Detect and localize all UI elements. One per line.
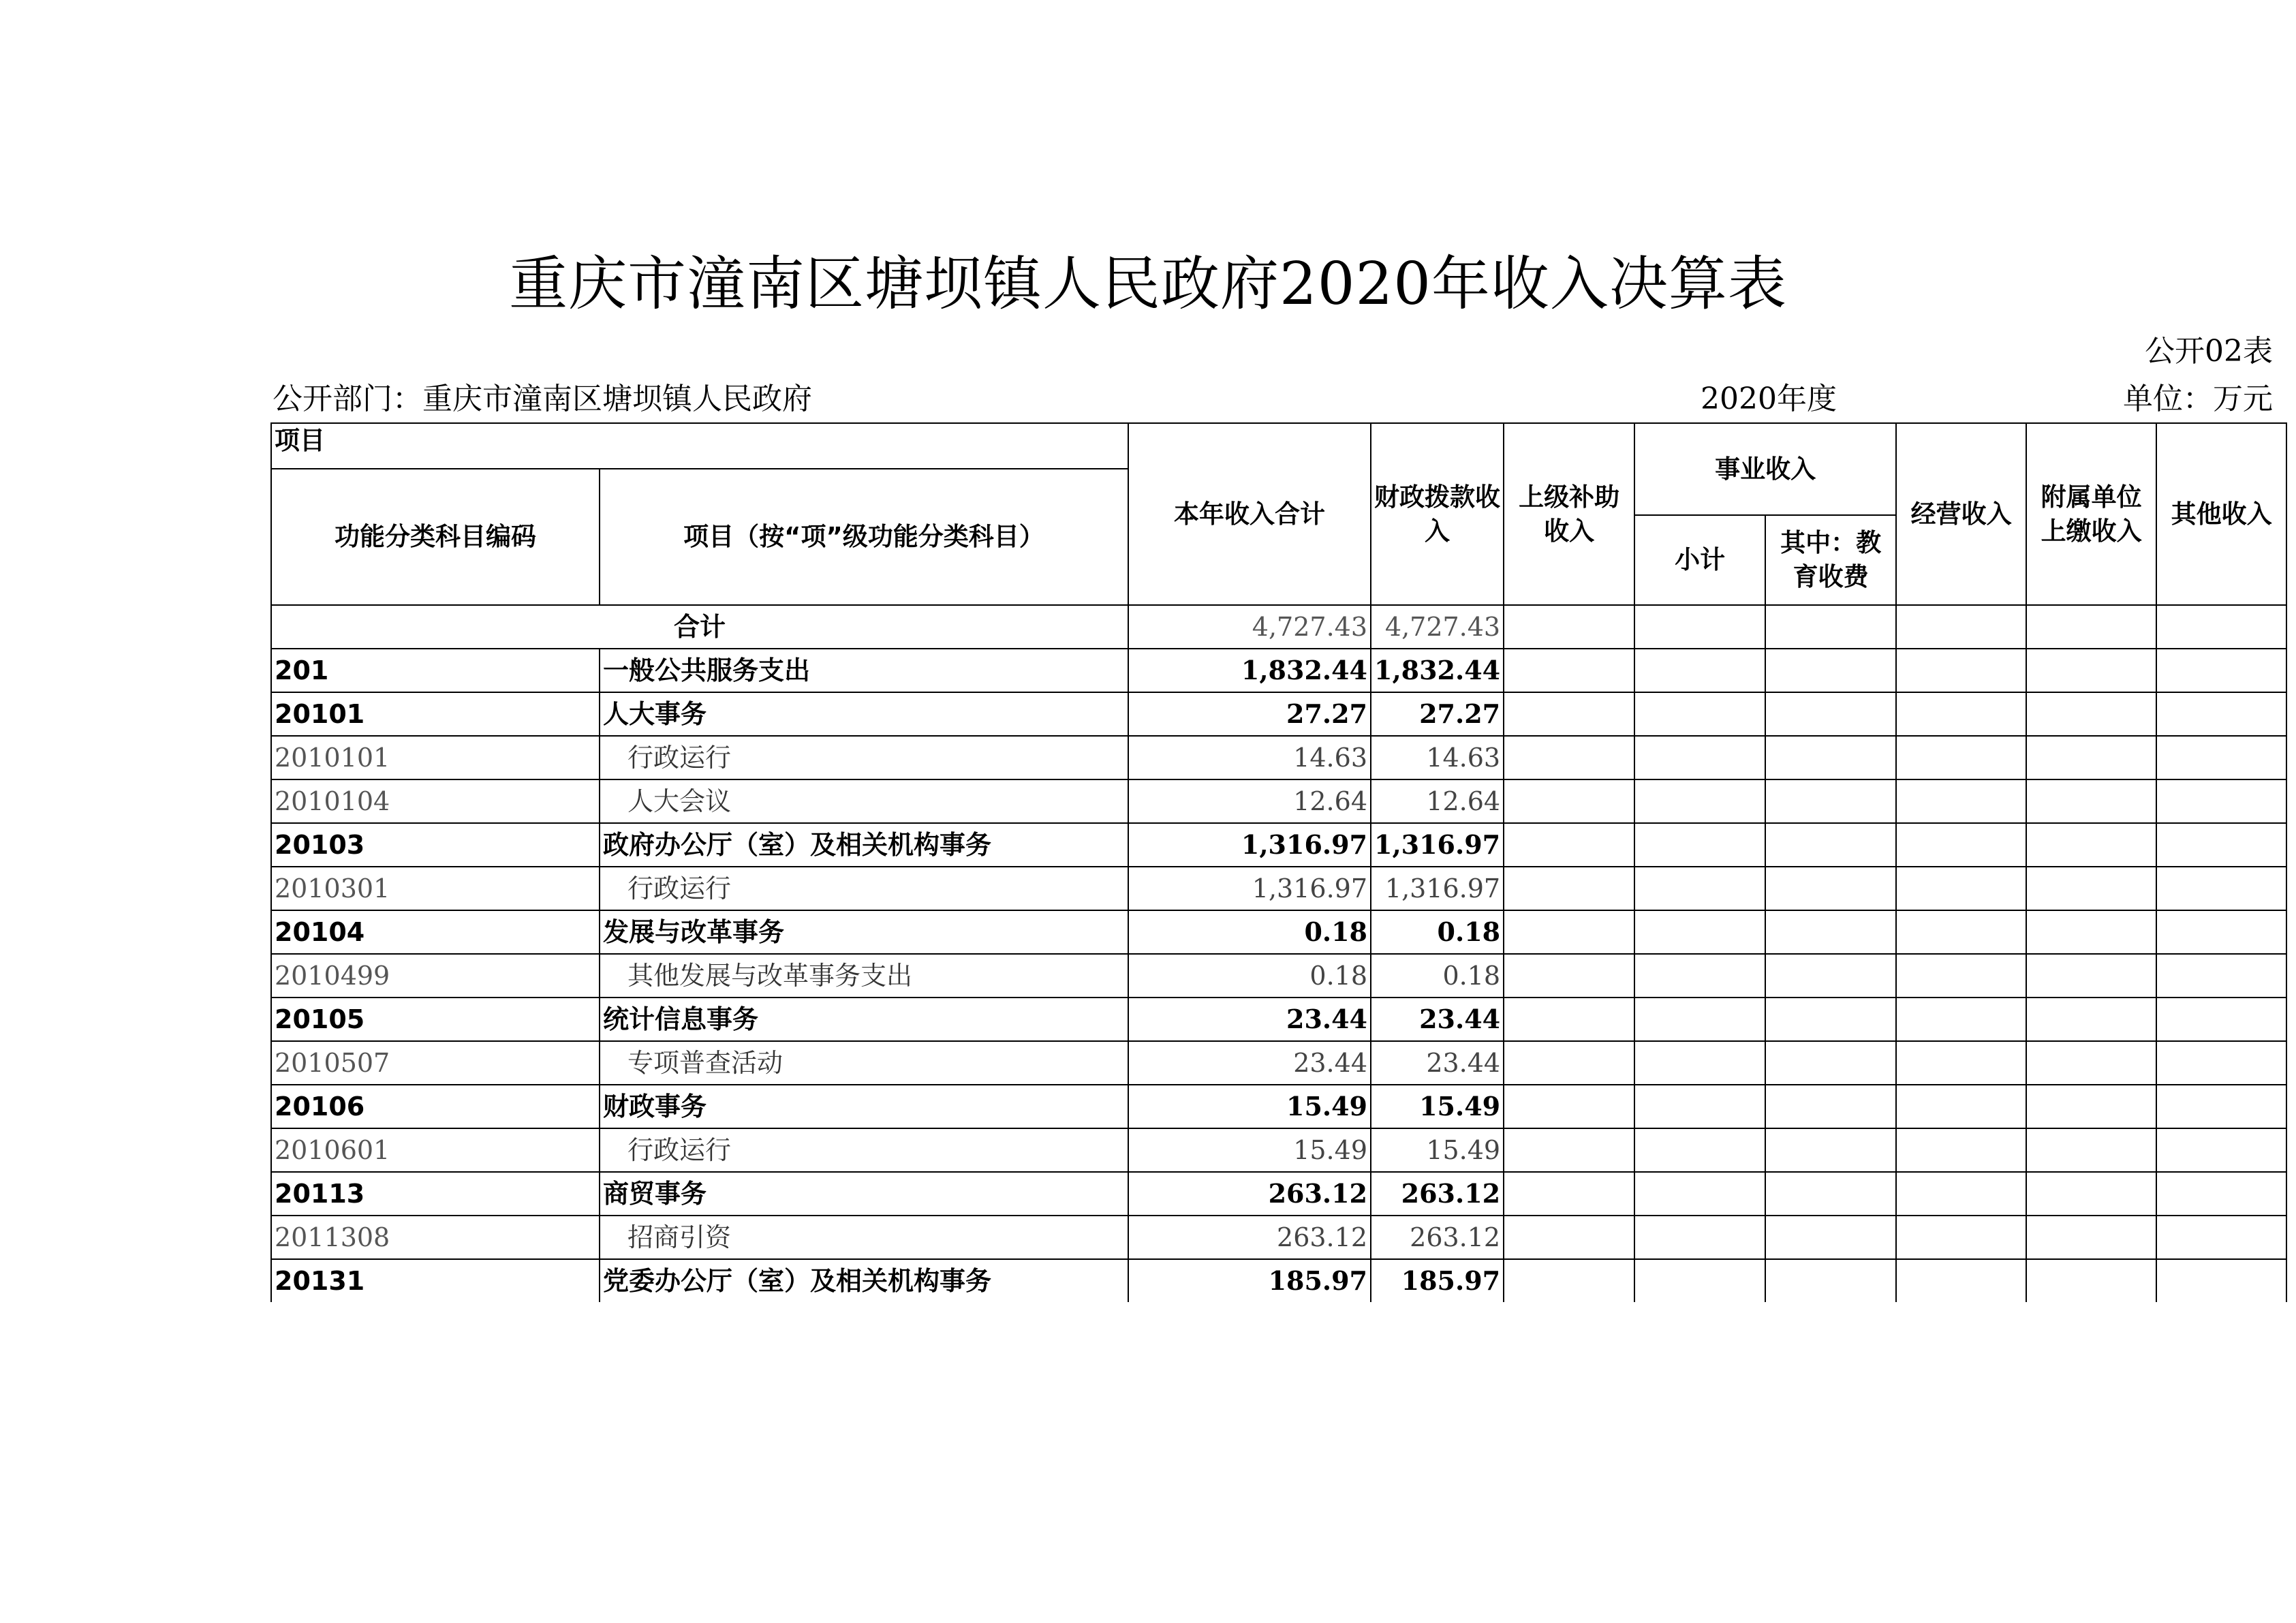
table-row: [271, 779, 2286, 823]
row-code: 20103: [271, 823, 600, 867]
empty-cell: [1634, 1216, 1765, 1259]
empty-cell: [1765, 954, 1896, 998]
empty-cell: [1765, 998, 1896, 1041]
empty-cell: [1896, 736, 2026, 779]
row-total: 1,316.97: [1128, 867, 1371, 910]
empty-cell: [1634, 910, 1765, 954]
row-name: 行政运行: [600, 736, 1128, 779]
empty-cell: [1504, 1216, 1634, 1259]
row-code: 20106: [271, 1085, 600, 1128]
empty-cell: [2026, 1172, 2156, 1216]
row-fiscal: 12.64: [1371, 779, 1504, 823]
empty-cell: [1634, 649, 1765, 692]
empty-cell: [1896, 692, 2026, 736]
empty-cell: [2026, 823, 2156, 867]
header-affiliated: 附属单位上缴收入: [2026, 423, 2156, 605]
empty-cell: [2156, 823, 2286, 867]
row-fiscal: 185.97: [1371, 1259, 1504, 1302]
empty-cell: [1504, 823, 1634, 867]
row-code: 2010499: [271, 954, 600, 998]
empty-cell: [2156, 998, 2286, 1041]
empty-cell: [2156, 779, 2286, 823]
header-superior: 上级补助收入: [1504, 423, 1634, 605]
empty-cell: [1504, 1128, 1634, 1172]
header-project: 项目: [271, 423, 1128, 469]
empty-cell: [1634, 1085, 1765, 1128]
empty-cell: [1765, 1172, 1896, 1216]
row-code: 2010601: [271, 1128, 600, 1172]
empty-cell: [2026, 1128, 2156, 1172]
empty-cell: [1634, 736, 1765, 779]
empty-cell: [1765, 1259, 1896, 1302]
table-row: [271, 998, 2286, 1041]
header-code: 功能分类科目编码: [271, 469, 600, 605]
page-title: 重庆市潼南区塘坝镇人民政府2020年收入决算表: [509, 250, 1787, 318]
header-operating: 经营收入: [1896, 423, 2026, 605]
empty-cell: [1504, 1172, 1634, 1216]
empty-cell: [1896, 1128, 2026, 1172]
row-name: 党委办公厅（室）及相关机构事务: [600, 1259, 1128, 1302]
meta-row: [273, 379, 2273, 420]
row-total: 1,832.44: [1128, 649, 1371, 692]
row-fiscal: 15.49: [1371, 1128, 1504, 1172]
empty-cell: [1896, 1085, 2026, 1128]
empty-cell: [1504, 779, 1634, 823]
table-row: [271, 1041, 2286, 1085]
row-total: 1,316.97: [1128, 823, 1371, 867]
empty-cell: [1765, 867, 1896, 910]
department-label: 公开部门：重庆市潼南区塘坝镇人民政府: [273, 382, 812, 416]
empty-cell: [2156, 692, 2286, 736]
empty-cell: [1504, 1085, 1634, 1128]
empty-cell: [2156, 954, 2286, 998]
table-number: 公开02表: [2145, 334, 2273, 369]
empty-cell: [1765, 1128, 1896, 1172]
empty-cell: [1634, 823, 1765, 867]
empty-cell: [1504, 1041, 1634, 1085]
header-subtotal: 小计: [1634, 515, 1765, 605]
row-name: 其他发展与改革事务支出: [600, 954, 1128, 998]
empty-cell: [1634, 954, 1765, 998]
row-name: 专项普查活动: [600, 1041, 1128, 1085]
row-fiscal: 1,316.97: [1371, 823, 1504, 867]
empty-cell: [1504, 867, 1634, 910]
row-total: 0.18: [1128, 954, 1371, 998]
empty-cell: [1765, 692, 1896, 736]
empty-cell: [2026, 998, 2156, 1041]
row-total: 14.63: [1128, 736, 1371, 779]
row-total: 0.18: [1128, 910, 1371, 954]
empty-cell: [1896, 1041, 2026, 1085]
row-total: 23.44: [1128, 998, 1371, 1041]
table-row: [271, 692, 2286, 736]
row-code: 20101: [271, 692, 600, 736]
empty-cell: [2026, 1259, 2156, 1302]
empty-cell: [1504, 998, 1634, 1041]
empty-cell: [1896, 954, 2026, 998]
empty-cell: [2156, 1041, 2286, 1085]
empty-cell: [1896, 823, 2026, 867]
empty-cell: [1504, 736, 1634, 779]
empty-cell: [1504, 1259, 1634, 1302]
empty-cell: [1896, 1259, 2026, 1302]
row-name: 政府办公厅（室）及相关机构事务: [600, 823, 1128, 867]
empty-cell: [1896, 1172, 2026, 1216]
empty-cell: [1634, 1259, 1765, 1302]
table-row: [271, 1172, 2286, 1216]
row-name: 人大会议: [600, 779, 1128, 823]
empty-cell: [2026, 1041, 2156, 1085]
total-income: 4,727.43: [1128, 605, 1371, 649]
table-row: [271, 1216, 2286, 1259]
row-code: 20131: [271, 1259, 600, 1302]
empty-cell: [2156, 910, 2286, 954]
row-fiscal: 15.49: [1371, 1085, 1504, 1128]
row-code: 201: [271, 649, 600, 692]
total-label: 合计: [271, 605, 1128, 649]
empty-cell: [2026, 867, 2156, 910]
empty-cell: [1765, 649, 1896, 692]
table-row: [271, 1085, 2286, 1128]
empty-cell: [1765, 910, 1896, 954]
year-label: 2020年度: [1701, 382, 1837, 416]
row-fiscal: 263.12: [1371, 1172, 1504, 1216]
income-table: [270, 422, 2287, 1302]
empty-cell: [1504, 692, 1634, 736]
table-row: [271, 867, 2286, 910]
row-total: 185.97: [1128, 1259, 1371, 1302]
empty-cell: [2156, 1128, 2286, 1172]
empty-cell: [2156, 867, 2286, 910]
empty-cell: [2156, 1172, 2286, 1216]
row-code: 20104: [271, 910, 600, 954]
total-row: [271, 605, 2286, 649]
total-fiscal: 4,727.43: [1371, 605, 1504, 649]
empty-cell: [1896, 779, 2026, 823]
table-row: [271, 1128, 2286, 1172]
empty-cell: [2026, 736, 2156, 779]
empty-cell: [1504, 910, 1634, 954]
empty-cell: [1765, 779, 1896, 823]
unit-label: 单位：万元: [2123, 382, 2273, 416]
row-name: 统计信息事务: [600, 998, 1128, 1041]
table-row: [271, 823, 2286, 867]
table-row: [271, 736, 2286, 779]
row-fiscal: 1,316.97: [1371, 867, 1504, 910]
header-other: 其他收入: [2156, 423, 2286, 605]
empty-cell: [2026, 1085, 2156, 1128]
empty-cell: [2156, 1259, 2286, 1302]
row-total: 12.64: [1128, 779, 1371, 823]
row-fiscal: 23.44: [1371, 1041, 1504, 1085]
empty-cell: [1765, 1085, 1896, 1128]
empty-cell: [1634, 1041, 1765, 1085]
empty-cell: [2156, 1216, 2286, 1259]
row-code: 20113: [271, 1172, 600, 1216]
empty-cell: [2026, 1216, 2156, 1259]
empty-cell: [1634, 998, 1765, 1041]
empty-cell: [1504, 649, 1634, 692]
row-code: 2011308: [271, 1216, 600, 1259]
header-name: 项目（按“项”级功能分类科目）: [600, 469, 1128, 605]
empty-cell: [2156, 736, 2286, 779]
row-total: 27.27: [1128, 692, 1371, 736]
row-total: 263.12: [1128, 1216, 1371, 1259]
empty-cell: [1896, 867, 2026, 910]
empty-cell: [2156, 649, 2286, 692]
empty-cell: [2156, 1085, 2286, 1128]
row-fiscal: 0.18: [1371, 954, 1504, 998]
row-code: 2010104: [271, 779, 600, 823]
empty-cell: [1765, 1216, 1896, 1259]
empty-cell: [2026, 779, 2156, 823]
empty-cell: [1504, 954, 1634, 998]
empty-cell: [1634, 1128, 1765, 1172]
row-name: 人大事务: [600, 692, 1128, 736]
empty-cell: [1765, 736, 1896, 779]
empty-cell: [2026, 649, 2156, 692]
row-name: 行政运行: [600, 867, 1128, 910]
empty-cell: [1896, 1216, 2026, 1259]
row-fiscal: 14.63: [1371, 736, 1504, 779]
empty-cell: [1896, 910, 2026, 954]
table-row: [271, 910, 2286, 954]
empty-cell: [2026, 910, 2156, 954]
empty-cell: [1765, 823, 1896, 867]
row-name: 行政运行: [600, 1128, 1128, 1172]
row-fiscal: 263.12: [1371, 1216, 1504, 1259]
row-total: 15.49: [1128, 1085, 1371, 1128]
row-code: 2010101: [271, 736, 600, 779]
header-fiscal: 财政拨款收入: [1371, 423, 1504, 605]
empty-cell: [1896, 649, 2026, 692]
row-name: 商贸事务: [600, 1172, 1128, 1216]
empty-cell: [1634, 779, 1765, 823]
empty-cell: [1765, 1041, 1896, 1085]
row-name: 招商引资: [600, 1216, 1128, 1259]
row-name: 财政事务: [600, 1085, 1128, 1128]
empty-cell: [1634, 1172, 1765, 1216]
row-code: 20105: [271, 998, 600, 1041]
row-code: 2010301: [271, 867, 600, 910]
row-code: 2010507: [271, 1041, 600, 1085]
row-fiscal: 27.27: [1371, 692, 1504, 736]
empty-cell: [1896, 998, 2026, 1041]
row-total: 263.12: [1128, 1172, 1371, 1216]
table-row: [271, 954, 2286, 998]
header-education: 其中：教育收费: [1765, 515, 1896, 605]
row-name: 一般公共服务支出: [600, 649, 1128, 692]
table-row: [271, 649, 2286, 692]
empty-cell: [2026, 954, 2156, 998]
row-total: 23.44: [1128, 1041, 1371, 1085]
header-total: 本年收入合计: [1128, 423, 1371, 605]
header-business: 事业收入: [1634, 423, 1896, 515]
empty-cell: [2026, 692, 2156, 736]
row-total: 15.49: [1128, 1128, 1371, 1172]
table-row: [271, 1259, 2286, 1302]
row-fiscal: 1,832.44: [1371, 649, 1504, 692]
empty-cell: [1634, 867, 1765, 910]
row-fiscal: 23.44: [1371, 998, 1504, 1041]
row-name: 发展与改革事务: [600, 910, 1128, 954]
row-fiscal: 0.18: [1371, 910, 1504, 954]
empty-cell: [1634, 692, 1765, 736]
